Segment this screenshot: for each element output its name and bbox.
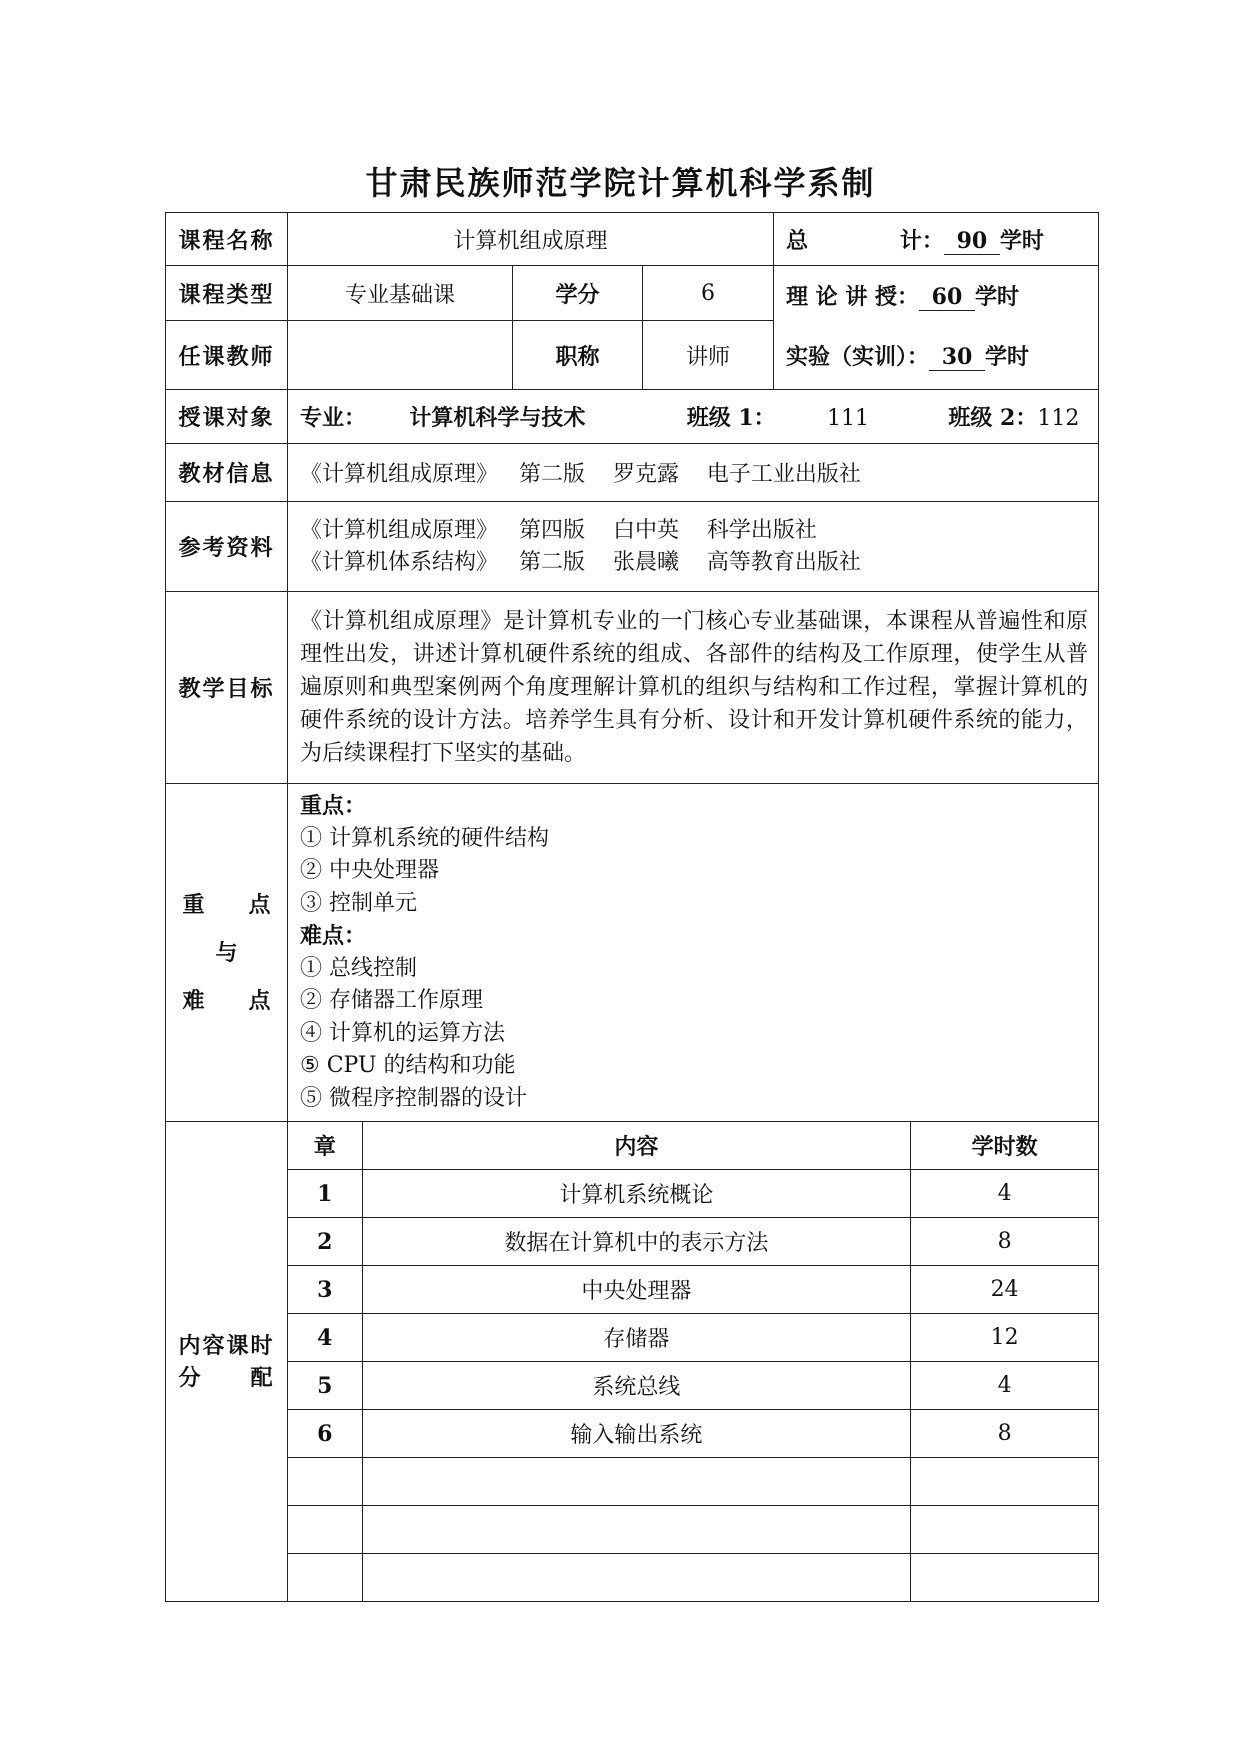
chapter-content: 输入输出系统	[362, 1410, 911, 1458]
header-hours: 学时数	[911, 1122, 1098, 1170]
allocation-label	[166, 1122, 288, 1602]
textbook-value: 《计算机组成原理》 第二版 罗克露 电子工业出版社	[288, 444, 1099, 502]
chapter-hours	[911, 1554, 1098, 1602]
chapter-content: 存储器	[362, 1314, 911, 1362]
difficult-item: ⑤ CPU 的结构和功能	[300, 1053, 516, 1078]
total-hours-unit: 学时	[999, 227, 1044, 254]
table-row-empty	[288, 1554, 1098, 1602]
chapter-hours	[911, 1458, 1098, 1506]
table-row	[288, 1266, 1098, 1314]
course-name-label: 课程名称	[166, 213, 288, 266]
references-label: 参考资料	[166, 502, 288, 592]
objectives-label: 教学目标	[166, 592, 288, 784]
key-points-label-line: 难 点	[182, 987, 271, 1014]
credit-label: 学分	[513, 266, 643, 321]
difficult-item: ② 存储器工作原理	[300, 988, 483, 1013]
chapter-hours: 4	[911, 1170, 1098, 1218]
chapter-content: 计算机系统概论	[362, 1170, 911, 1218]
class1-label: 班级 1：	[686, 405, 776, 431]
difficult-item: ④ 计算机的运算方法	[300, 1020, 505, 1046]
table-row	[288, 1170, 1098, 1218]
major-label: 专业：	[300, 405, 367, 431]
theory-hours-value: 60	[919, 284, 975, 311]
allocation-header-row	[288, 1122, 1098, 1170]
chapter-hours: 8	[911, 1410, 1098, 1458]
chapter-number	[288, 1458, 362, 1506]
course-type-label: 课程类型	[166, 266, 288, 321]
key-item: ② 中央处理器	[300, 858, 439, 883]
chapter-hours: 24	[911, 1266, 1098, 1314]
header-chapter: 章	[288, 1122, 362, 1170]
theory-hours-unit: 学时	[974, 284, 1019, 310]
references-value	[288, 502, 1099, 592]
audience-label: 授课对象	[166, 390, 288, 444]
teacher-value	[288, 321, 513, 390]
lab-hours-label: 实验（实训）：	[786, 344, 930, 370]
theory-hours-label: 理 论 讲 授：	[786, 284, 919, 310]
chapter-number: 6	[288, 1410, 362, 1458]
teacher-label: 任课教师	[166, 321, 288, 390]
chapter-content: 中央处理器	[362, 1266, 911, 1314]
total-hours-label: 总 计：	[786, 227, 944, 254]
row-references	[166, 502, 1099, 592]
class2-value: 112	[1037, 406, 1080, 431]
key-points-label-line: 与	[215, 939, 238, 966]
key-points-label	[166, 784, 288, 1122]
key-heading: 重点：	[300, 793, 367, 819]
chapter-content: 数据在计算机中的表示方法	[362, 1218, 911, 1266]
chapter-number: 3	[288, 1266, 362, 1314]
course-name-value: 计算机组成原理	[288, 213, 774, 266]
allocation-label-line: 内容课时	[178, 1332, 275, 1359]
chapter-content	[362, 1506, 911, 1554]
chapter-hours: 4	[911, 1362, 1098, 1410]
chapter-content: 系统总线	[362, 1362, 911, 1410]
key-points-label-line: 重 点	[182, 891, 271, 918]
class2-label: 班级 2：	[948, 405, 1038, 431]
textbook-label: 教材信息	[166, 444, 288, 502]
row-key-points	[166, 784, 1099, 1122]
row-textbook	[166, 444, 1099, 502]
row-course-name	[166, 213, 1099, 266]
reference-entry: 《计算机组成原理》 第四版 白中英 科学出版社	[300, 517, 817, 543]
row-course-type	[166, 266, 1099, 321]
major-value: 计算机科学与技术	[409, 405, 586, 431]
key-item: ③ 控制单元	[300, 890, 417, 916]
table-row-empty	[288, 1458, 1098, 1506]
chapter-number: 4	[288, 1314, 362, 1362]
chapter-hours: 8	[911, 1218, 1098, 1266]
total-hours-value: 90	[944, 228, 1000, 255]
job-title-label: 职称	[513, 321, 643, 390]
difficult-item: ⑤ 微程序控制器的设计	[300, 1085, 527, 1111]
credit-value: 6	[643, 266, 774, 321]
chapter-number: 1	[288, 1170, 362, 1218]
course-type-value: 专业基础课	[288, 266, 513, 321]
allocation-label-line: 分 配	[178, 1364, 275, 1391]
job-title-value: 讲师	[643, 321, 774, 390]
table-row	[288, 1362, 1098, 1410]
difficult-item: ① 总线控制	[300, 955, 417, 981]
chapter-number: 2	[288, 1218, 362, 1266]
chapter-number	[288, 1554, 362, 1602]
lab-hours-unit: 学时	[985, 344, 1030, 370]
chapter-number: 5	[288, 1362, 362, 1410]
row-audience	[166, 390, 1099, 444]
chapter-content	[362, 1458, 911, 1506]
document-title: 甘肃民族师范学院计算机科学系制	[365, 164, 876, 202]
key-points-content	[288, 784, 1099, 1122]
table-row	[288, 1218, 1098, 1266]
audience-value	[288, 390, 1099, 444]
chapter-content	[362, 1554, 911, 1602]
class1-value: 111	[827, 406, 870, 431]
row-allocation	[166, 1122, 1099, 1602]
hours-breakdown-cell	[774, 266, 1099, 390]
header-content: 内容	[362, 1122, 911, 1170]
table-row-empty	[288, 1506, 1098, 1554]
reference-entry: 《计算机体系结构》 第二版 张晨曦 高等教育出版社	[300, 549, 861, 575]
key-item: ① 计算机系统的硬件结构	[300, 825, 549, 851]
allocation-table	[288, 1122, 1098, 1601]
total-hours-cell	[774, 213, 1099, 266]
row-objectives	[166, 592, 1099, 784]
allocation-cell	[288, 1122, 1099, 1602]
table-row	[288, 1410, 1098, 1458]
table-row	[288, 1314, 1098, 1362]
chapter-hours: 12	[911, 1314, 1098, 1362]
chapter-number	[288, 1506, 362, 1554]
chapter-hours	[911, 1506, 1098, 1554]
objectives-text: 《计算机组成原理》是计算机专业的一门核心专业基础课，本课程从普遍性和原理性出发，讲述计算机硬件系统的组成、各部件的结构及工作原理，使学生从普遍原则和典型案例两个角度理解计算机的组织与结构和工作过程，掌握计算机的硬件系统的设计方法。培养学生具有分析、设计和开发计算机硬件系统的能力，为后续课程打下坚实的基础。	[288, 592, 1099, 784]
lab-hours-value: 30	[929, 344, 985, 371]
difficult-heading: 难点：	[300, 923, 367, 949]
course-info-table	[165, 212, 1099, 1602]
